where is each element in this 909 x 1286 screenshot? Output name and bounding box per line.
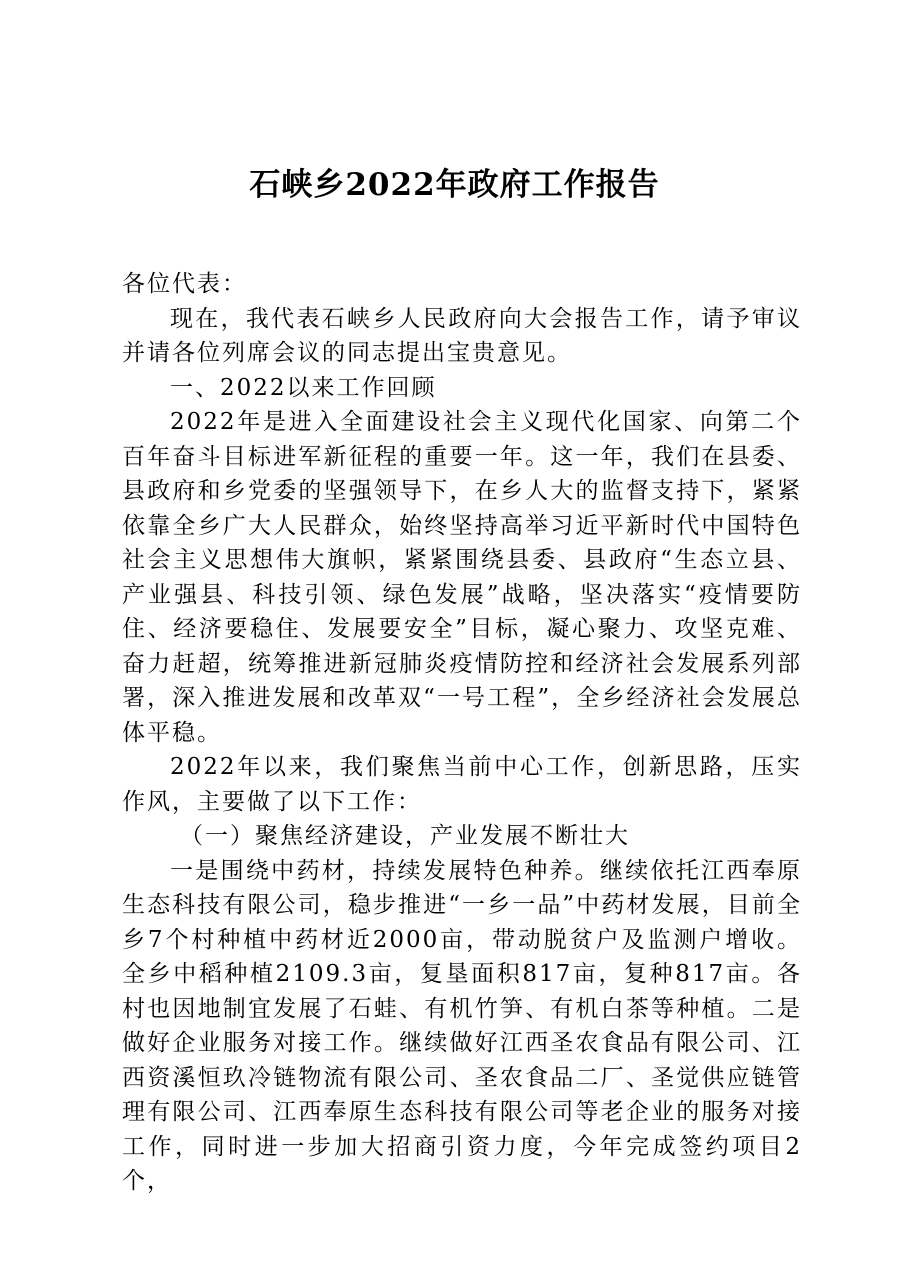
document-title: 石峡乡2022年政府工作报告 — [249, 167, 660, 203]
salutation: 各位代表： — [122, 271, 247, 297]
paragraph-opening: 现在，我代表石峡乡人民政府向大会报告工作，请予审议并请各位列席会议的同志提出宝贵意见。 — [122, 305, 802, 366]
section-heading: 一、2022以来工作回顾 — [170, 374, 437, 401]
document-body — [122, 267, 802, 1199]
paragraph-summary: 2022年以来，我们聚焦当前中心工作，创新思路，压实作风，主要做了以下工作： — [122, 754, 802, 815]
paragraph-review: 2022年是进入全面建设社会主义现代化国家、向第二个百年奋斗目标进军新征程的重要一年。这一年，我们在县委、县政府和乡党委的坚强领导下，在乡人大的监督支持下，紧紧依靠全乡广大人民群众，始终坚持高举习近平新时代中国特色社会主义思想伟大旗帜，紧紧围绕县委、县政府“生态立县、产业强县、科技引领、绿色发展”战略，坚决落实“疫情要防住、经济要稳住、发展要安全”目标，凝心聚力、攻坚克难、奋力赶超，统筹推进新冠肺炎疫情防控和经济社会发展系列部署，深入推进发展和改革双“一号工程”，全乡经济社会发展总体平稳。 — [122, 409, 802, 746]
paragraph-economy: 一是围绕中药材，持续发展特色种养。继续依托江西奉原生态科技有限公司，稳步推进“一乡一品”中药材发展，目前全乡7个村种植中药材近2000亩，带动脱贫户及监测户增收。全乡中稻种植2109.3亩，复垦面积817亩，复种817亩。各村也因地制宜发展了石蛙、有机竹笋、有机白茶等种植。二是做好企业服务对接工作。继续做好江西圣农食品有限公司、江西资溪恒玖冷链物流有限公司、圣农食品二厂、圣觉供应链管理有限公司、江西奉原生态科技有限公司等老企业的服务对接工作，同时进一步加大招商引资力度，今年完成签约项目2个， — [122, 857, 802, 1194]
subsection-heading: （一）聚焦经济建设，产业发展不断壮大 — [180, 823, 630, 849]
